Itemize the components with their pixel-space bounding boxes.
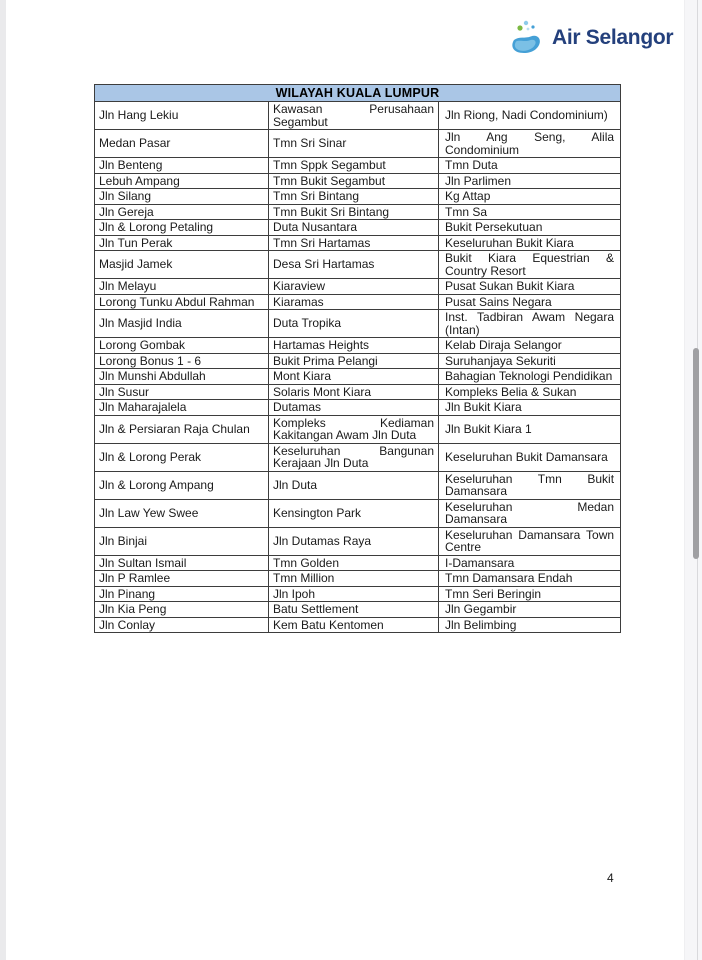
table-cell: Tmn Sri Hartamas bbox=[269, 235, 439, 251]
table-cell: Keseluruhan Medan Damansara bbox=[439, 499, 621, 527]
table-cell: Jln Kia Peng bbox=[95, 602, 269, 618]
table-cell: Tmn Sppk Segambut bbox=[269, 158, 439, 174]
table-cell: Kelab Diraja Selangor bbox=[439, 338, 621, 354]
table-cell: Jln Susur bbox=[95, 384, 269, 400]
table-row bbox=[95, 369, 621, 385]
table-cell: Jln Conlay bbox=[95, 617, 269, 633]
table-row bbox=[95, 173, 621, 189]
table-cell: Pusat Sains Negara bbox=[439, 294, 621, 310]
table-cell: Jln Dutamas Raya bbox=[269, 527, 439, 555]
table-row bbox=[95, 571, 621, 587]
table-cell: Keseluruhan Bangunan Kerajaan Jln Duta bbox=[269, 443, 439, 471]
table-cell: Jln Benteng bbox=[95, 158, 269, 174]
water-drop-icon bbox=[507, 18, 547, 58]
table-cell: Mont Kiara bbox=[269, 369, 439, 385]
table-cell: Kiaraview bbox=[269, 279, 439, 295]
table-cell: Bahagian Teknologi Pendidikan bbox=[439, 369, 621, 385]
table-cell: Solaris Mont Kiara bbox=[269, 384, 439, 400]
table-row bbox=[95, 586, 621, 602]
scrollbar-track[interactable] bbox=[684, 0, 702, 960]
table-cell: Suruhanjaya Sekuriti bbox=[439, 353, 621, 369]
table-cell: Jln & Lorong Ampang bbox=[95, 471, 269, 499]
table-row bbox=[95, 294, 621, 310]
table-cell: Kensington Park bbox=[269, 499, 439, 527]
table-cell: Jln Ipoh bbox=[269, 586, 439, 602]
table-cell: Tmn Million bbox=[269, 571, 439, 587]
table-cell: Bukit Prima Pelangi bbox=[269, 353, 439, 369]
table-cell: Jln Riong, Nadi Condominium) bbox=[439, 102, 621, 130]
table-cell: Tmn Golden bbox=[269, 555, 439, 571]
table-cell: Tmn Sri Bintang bbox=[269, 189, 439, 205]
table-row bbox=[95, 158, 621, 174]
table-cell: Lorong Gombak bbox=[95, 338, 269, 354]
table-cell: Jln P Ramlee bbox=[95, 571, 269, 587]
table-cell: Tmn Seri Beringin bbox=[439, 586, 621, 602]
table-row bbox=[95, 204, 621, 220]
table-cell: Bukit Persekutuan bbox=[439, 220, 621, 236]
table-cell: Tmn Sri Sinar bbox=[269, 130, 439, 158]
table-cell: Duta Nusantara bbox=[269, 220, 439, 236]
table-cell: Lorong Bonus 1 - 6 bbox=[95, 353, 269, 369]
table-cell: Dutamas bbox=[269, 400, 439, 416]
table-row bbox=[95, 353, 621, 369]
table-cell: Tmn Bukit Segambut bbox=[269, 173, 439, 189]
brand-header bbox=[507, 18, 673, 58]
table-row bbox=[95, 310, 621, 338]
table-row bbox=[95, 220, 621, 236]
table-cell: Jln Melayu bbox=[95, 279, 269, 295]
table-row bbox=[95, 189, 621, 205]
table-cell: Keseluruhan Damansara Town Centre bbox=[439, 527, 621, 555]
table-body bbox=[95, 102, 621, 633]
table-cell: Jln Munshi Abdullah bbox=[95, 369, 269, 385]
table-cell: Jln Bukit Kiara 1 bbox=[439, 415, 621, 443]
table-cell: Keseluruhan Bukit Damansara bbox=[439, 443, 621, 471]
table-row bbox=[95, 102, 621, 130]
table-cell: Medan Pasar bbox=[95, 130, 269, 158]
table-row bbox=[95, 384, 621, 400]
table-row bbox=[95, 499, 621, 527]
table-cell: Tmn Sa bbox=[439, 204, 621, 220]
table-cell: Jln Silang bbox=[95, 189, 269, 205]
table-cell: Batu Settlement bbox=[269, 602, 439, 618]
brand-name: Air Selangor bbox=[552, 26, 674, 49]
table-row bbox=[95, 415, 621, 443]
table-cell: Jln Gereja bbox=[95, 204, 269, 220]
table-row bbox=[95, 555, 621, 571]
table-cell: Duta Tropika bbox=[269, 310, 439, 338]
table-cell: Jln Tun Perak bbox=[95, 235, 269, 251]
table-cell: Tmn Bukit Sri Bintang bbox=[269, 204, 439, 220]
table-row bbox=[95, 400, 621, 416]
table-cell: Tmn Damansara Endah bbox=[439, 571, 621, 587]
table-cell: Jln Parlimen bbox=[439, 173, 621, 189]
table-cell: Jln & Lorong Perak bbox=[95, 443, 269, 471]
table-cell: Jln Ang Seng, Alila Condominium bbox=[439, 130, 621, 158]
page-number: 4 bbox=[607, 871, 614, 885]
table-cell: Jln Bukit Kiara bbox=[439, 400, 621, 416]
table-cell: Jln & Persiaran Raja Chulan bbox=[95, 415, 269, 443]
table-row bbox=[95, 279, 621, 295]
table-cell: Kawasan Perusahaan Segambut bbox=[269, 102, 439, 130]
table-cell: Jln & Lorong Petaling bbox=[95, 220, 269, 236]
table-row bbox=[95, 251, 621, 279]
table-cell: Jln Masjid India bbox=[95, 310, 269, 338]
table-row bbox=[95, 443, 621, 471]
table-cell: Hartamas Heights bbox=[269, 338, 439, 354]
table-row bbox=[95, 338, 621, 354]
table-cell: Pusat Sukan Bukit Kiara bbox=[439, 279, 621, 295]
table-cell: Jln Duta bbox=[269, 471, 439, 499]
table-row bbox=[95, 527, 621, 555]
table-title: WILAYAH KUALA LUMPUR bbox=[95, 85, 621, 102]
table-cell: Desa Sri Hartamas bbox=[269, 251, 439, 279]
table-cell: Tmn Duta bbox=[439, 158, 621, 174]
table-cell: Jln Pinang bbox=[95, 586, 269, 602]
table-row bbox=[95, 130, 621, 158]
table-cell: Jln Hang Lekiu bbox=[95, 102, 269, 130]
table-cell: I-Damansara bbox=[439, 555, 621, 571]
table-cell: Keseluruhan Tmn Bukit Damansara bbox=[439, 471, 621, 499]
table-cell: Kg Attap bbox=[439, 189, 621, 205]
table-header-row bbox=[95, 85, 621, 102]
wilayah-kuala-lumpur-table bbox=[94, 84, 621, 633]
table-row bbox=[95, 617, 621, 633]
table-cell: Jln Belimbing bbox=[439, 617, 621, 633]
table-cell: Jln Binjai bbox=[95, 527, 269, 555]
table-cell: Keseluruhan Bukit Kiara bbox=[439, 235, 621, 251]
table-cell: Masjid Jamek bbox=[95, 251, 269, 279]
table-cell: Kompleks Belia & Sukan bbox=[439, 384, 621, 400]
table-cell: Jln Gegambir bbox=[439, 602, 621, 618]
table-row bbox=[95, 471, 621, 499]
table-row bbox=[95, 235, 621, 251]
scrollbar-thumb[interactable] bbox=[693, 348, 699, 559]
document-page bbox=[6, 0, 685, 960]
table-row bbox=[95, 602, 621, 618]
table-cell: Lorong Tunku Abdul Rahman bbox=[95, 294, 269, 310]
table-cell: Jln Law Yew Swee bbox=[95, 499, 269, 527]
table-cell: Bukit Kiara Equestrian & Country Resort bbox=[439, 251, 621, 279]
table-cell: Inst. Tadbiran Awam Negara (Intan) bbox=[439, 310, 621, 338]
table-cell: Kiaramas bbox=[269, 294, 439, 310]
table-cell: Jln Maharajalela bbox=[95, 400, 269, 416]
table-cell: Kem Batu Kentomen bbox=[269, 617, 439, 633]
table-cell: Lebuh Ampang bbox=[95, 173, 269, 189]
table-cell: Kompleks Kediaman Kakitangan Awam Jln Duta bbox=[269, 415, 439, 443]
table-cell: Jln Sultan Ismail bbox=[95, 555, 269, 571]
